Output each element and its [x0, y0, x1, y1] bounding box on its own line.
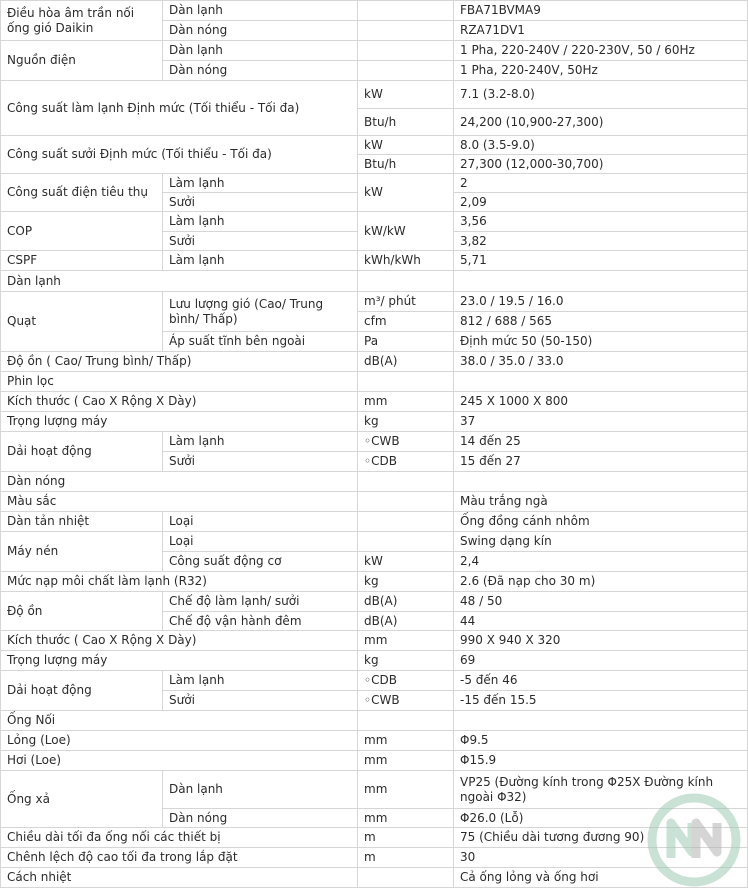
- table-cell: ◦CWB: [358, 432, 454, 452]
- table-cell: 812 / 688 / 565: [454, 312, 748, 332]
- table-cell: Pa: [358, 332, 454, 352]
- table-row: [1, 828, 748, 848]
- table-cell: [358, 1, 454, 21]
- table-cell: Điều hòa âm trần nối ống gió Daikin: [1, 1, 163, 41]
- table-cell: mm: [358, 731, 454, 751]
- table-cell: Kích thước ( Cao X Rộng X Dày): [1, 392, 358, 412]
- table-cell: Lỏng (Loe): [1, 731, 358, 751]
- table-cell: 2,09: [454, 193, 748, 212]
- table-cell: 2,4: [454, 552, 748, 572]
- table-cell: Làm lạnh: [163, 432, 358, 452]
- table-cell: COP: [1, 212, 163, 251]
- table-cell: 2.6 (Đã nạp cho 30 m): [454, 572, 748, 592]
- table-cell: kW/kW: [358, 212, 454, 251]
- table-cell: Kích thước ( Cao X Rộng X Dày): [1, 631, 358, 651]
- table-cell: Mức nạp môi chất làm lạnh (R32): [1, 572, 358, 592]
- table-cell: FBA71BVMA9: [454, 1, 748, 21]
- table-cell: Φ26.0 (Lỗ): [454, 809, 748, 828]
- table-cell: Sưởi: [163, 691, 358, 711]
- table-row: [1, 136, 748, 155]
- table-cell: Hơi (Loe): [1, 751, 358, 771]
- table-cell: Dải hoạt động: [1, 671, 163, 711]
- table-cell: dB(A): [358, 352, 454, 372]
- table-row: [1, 671, 748, 691]
- table-row: [1, 848, 748, 868]
- table-cell: 30: [454, 848, 748, 868]
- table-cell: Dàn nóng: [1, 472, 358, 492]
- spec-table-body: [1, 1, 748, 888]
- table-cell: [358, 61, 454, 81]
- table-cell: 990 X 940 X 320: [454, 631, 748, 651]
- table-row: [1, 512, 748, 532]
- table-cell: Btu/h: [358, 155, 454, 174]
- table-cell: Làm lạnh: [163, 212, 358, 232]
- table-cell: 1 Pha, 220-240V, 50Hz: [454, 61, 748, 81]
- table-cell: Dàn lạnh: [1, 271, 358, 292]
- table-cell: -15 đến 15.5: [454, 691, 748, 711]
- table-cell: Phin lọc: [1, 372, 358, 392]
- table-cell: [358, 472, 454, 492]
- table-cell: ◦CDB: [358, 671, 454, 691]
- table-row: [1, 651, 748, 671]
- table-cell: mm: [358, 751, 454, 771]
- table-row: [1, 251, 748, 271]
- table-cell: 3,56: [454, 212, 748, 232]
- table-row: [1, 372, 748, 392]
- table-cell: dB(A): [358, 612, 454, 631]
- table-cell: [454, 472, 748, 492]
- table-cell: -5 đến 46: [454, 671, 748, 691]
- table-cell: 5,71: [454, 251, 748, 271]
- table-cell: [358, 21, 454, 41]
- table-cell: Chế độ vận hành đêm: [163, 612, 358, 631]
- table-cell: mm: [358, 631, 454, 651]
- table-cell: Dàn nóng: [163, 21, 358, 41]
- table-cell: Màu sắc: [1, 492, 358, 512]
- table-cell: Định mức 50 (50-150): [454, 332, 748, 352]
- table-row: [1, 868, 748, 888]
- table-cell: [358, 271, 454, 292]
- table-cell: Dàn nóng: [163, 61, 358, 81]
- table-cell: Máy nén: [1, 532, 163, 572]
- table-cell: kg: [358, 572, 454, 592]
- table-cell: mm: [358, 771, 454, 809]
- table-cell: mm: [358, 809, 454, 828]
- table-cell: VP25 (Đường kính trong Φ25X Đường kính ngoài Φ32): [454, 771, 748, 809]
- table-cell: Làm lạnh: [163, 251, 358, 271]
- table-row: [1, 631, 748, 651]
- table-cell: 44: [454, 612, 748, 631]
- table-cell: Sưởi: [163, 193, 358, 212]
- table-cell: [358, 532, 454, 552]
- table-row: [1, 572, 748, 592]
- table-cell: kW: [358, 174, 454, 212]
- table-cell: Cả ống lỏng và ống hơi: [454, 868, 748, 888]
- table-cell: Làm lạnh: [163, 174, 358, 193]
- table-cell: Công suất sưởi Định mức (Tối thiểu - Tối đa): [1, 136, 358, 174]
- table-cell: Swing dạng kín: [454, 532, 748, 552]
- table-cell: Dàn nóng: [163, 809, 358, 828]
- table-cell: 23.0 / 19.5 / 16.0: [454, 292, 748, 312]
- table-cell: cfm: [358, 312, 454, 332]
- table-cell: m³/ phút: [358, 292, 454, 312]
- table-row: [1, 292, 748, 312]
- table-cell: 2: [454, 174, 748, 193]
- table-cell: kWh/kWh: [358, 251, 454, 271]
- table-cell: Nguồn điện: [1, 41, 163, 81]
- table-cell: Trọng lượng máy: [1, 651, 358, 671]
- table-cell: Dàn lạnh: [163, 41, 358, 61]
- table-cell: Ống xả: [1, 771, 163, 828]
- table-cell: 1 Pha, 220-240V / 220-230V, 50 / 60Hz: [454, 41, 748, 61]
- table-row: [1, 711, 748, 731]
- table-cell: 27,300 (12,000-30,700): [454, 155, 748, 174]
- table-cell: 7.1 (3.2-8.0): [454, 81, 748, 109]
- table-cell: m: [358, 828, 454, 848]
- table-row: [1, 392, 748, 412]
- table-cell: Sưởi: [163, 232, 358, 251]
- table-cell: Công suất làm lạnh Định mức (Tối thiểu - Tối đa): [1, 81, 358, 136]
- table-cell: [454, 372, 748, 392]
- table-cell: kW: [358, 136, 454, 155]
- table-row: [1, 352, 748, 372]
- table-cell: Dải hoạt động: [1, 432, 163, 472]
- table-row: [1, 81, 748, 109]
- table-row: [1, 731, 748, 751]
- table-cell: Dàn lạnh: [163, 771, 358, 809]
- table-cell: Độ ồn: [1, 592, 163, 631]
- table-cell: 38.0 / 35.0 / 33.0: [454, 352, 748, 372]
- table-row: [1, 271, 748, 292]
- table-cell: kg: [358, 651, 454, 671]
- table-row: [1, 492, 748, 512]
- table-cell: kW: [358, 81, 454, 109]
- table-cell: [358, 41, 454, 61]
- table-cell: Công suất động cơ: [163, 552, 358, 572]
- table-cell: kW: [358, 552, 454, 572]
- table-cell: 75 (Chiều dài tương đương 90): [454, 828, 748, 848]
- table-cell: [358, 868, 454, 888]
- table-cell: Chiều dài tối đa ống nối các thiết bị: [1, 828, 358, 848]
- table-row: [1, 532, 748, 552]
- table-cell: Áp suất tĩnh bên ngoài: [163, 332, 358, 352]
- table-cell: CSPF: [1, 251, 163, 271]
- table-cell: 24,200 (10,900-27,300): [454, 109, 748, 136]
- table-row: [1, 212, 748, 232]
- table-row: [1, 432, 748, 452]
- table-cell: 245 X 1000 X 800: [454, 392, 748, 412]
- table-cell: 15 đến 27: [454, 452, 748, 472]
- table-row: [1, 174, 748, 193]
- table-cell: Quạt: [1, 292, 163, 352]
- table-cell: Làm lạnh: [163, 671, 358, 691]
- table-cell: [358, 492, 454, 512]
- table-cell: [358, 512, 454, 532]
- table-row: [1, 41, 748, 61]
- table-cell: Chế độ làm lạnh/ sưởi: [163, 592, 358, 612]
- table-cell: 8.0 (3.5-9.0): [454, 136, 748, 155]
- table-row: [1, 592, 748, 612]
- table-row: [1, 751, 748, 771]
- table-cell: Màu trắng ngà: [454, 492, 748, 512]
- table-cell: Lưu lượng gió (Cao/ Trung bình/ Thấp): [163, 292, 358, 332]
- table-cell: mm: [358, 392, 454, 412]
- table-cell: ◦CWB: [358, 691, 454, 711]
- table-cell: Cách nhiệt: [1, 868, 358, 888]
- table-cell: 69: [454, 651, 748, 671]
- table-cell: Φ15.9: [454, 751, 748, 771]
- table-cell: [454, 271, 748, 292]
- table-cell: [358, 711, 454, 731]
- table-cell: Dàn tản nhiệt: [1, 512, 163, 532]
- table-row: [1, 1, 748, 21]
- table-cell: Sưởi: [163, 452, 358, 472]
- table-cell: Trọng lượng máy: [1, 412, 358, 432]
- table-cell: dB(A): [358, 592, 454, 612]
- table-cell: Chênh lệch độ cao tối đa trong lắp đặt: [1, 848, 358, 868]
- table-cell: [454, 711, 748, 731]
- table-cell: 14 đến 25: [454, 432, 748, 452]
- table-cell: Công suất điện tiêu thụ: [1, 174, 163, 212]
- table-cell: 48 / 50: [454, 592, 748, 612]
- table-cell: Loại: [163, 532, 358, 552]
- table-cell: 3,82: [454, 232, 748, 251]
- table-cell: Ống đồng cánh nhôm: [454, 512, 748, 532]
- table-row: [1, 771, 748, 809]
- table-cell: Dàn lạnh: [163, 1, 358, 21]
- table-cell: Loại: [163, 512, 358, 532]
- table-cell: 37: [454, 412, 748, 432]
- table-cell: kg: [358, 412, 454, 432]
- table-cell: Φ9.5: [454, 731, 748, 751]
- table-cell: Btu/h: [358, 109, 454, 136]
- table-cell: Độ ồn ( Cao/ Trung bình/ Thấp): [1, 352, 358, 372]
- table-row: [1, 412, 748, 432]
- table-cell: ◦CDB: [358, 452, 454, 472]
- table-cell: m: [358, 848, 454, 868]
- table-cell: RZA71DV1: [454, 21, 748, 41]
- table-row: [1, 472, 748, 492]
- table-cell: [358, 372, 454, 392]
- table-cell: Ống Nối: [1, 711, 358, 731]
